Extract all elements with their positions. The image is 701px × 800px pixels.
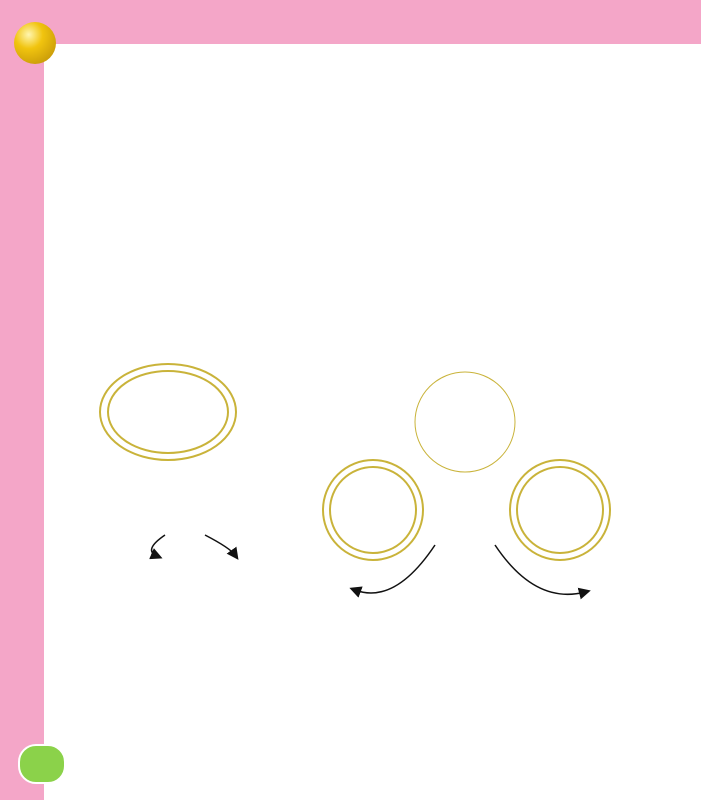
figures-area (95, 360, 655, 620)
beadwork-diagrams (95, 360, 655, 620)
gold-bead-ornament (14, 22, 56, 64)
figure-147-diagram (323, 372, 610, 594)
bead-border-top (40, 28, 701, 58)
page-number-badge (18, 744, 66, 784)
bead-border-left (14, 50, 48, 750)
figure-146-diagram (100, 364, 236, 556)
